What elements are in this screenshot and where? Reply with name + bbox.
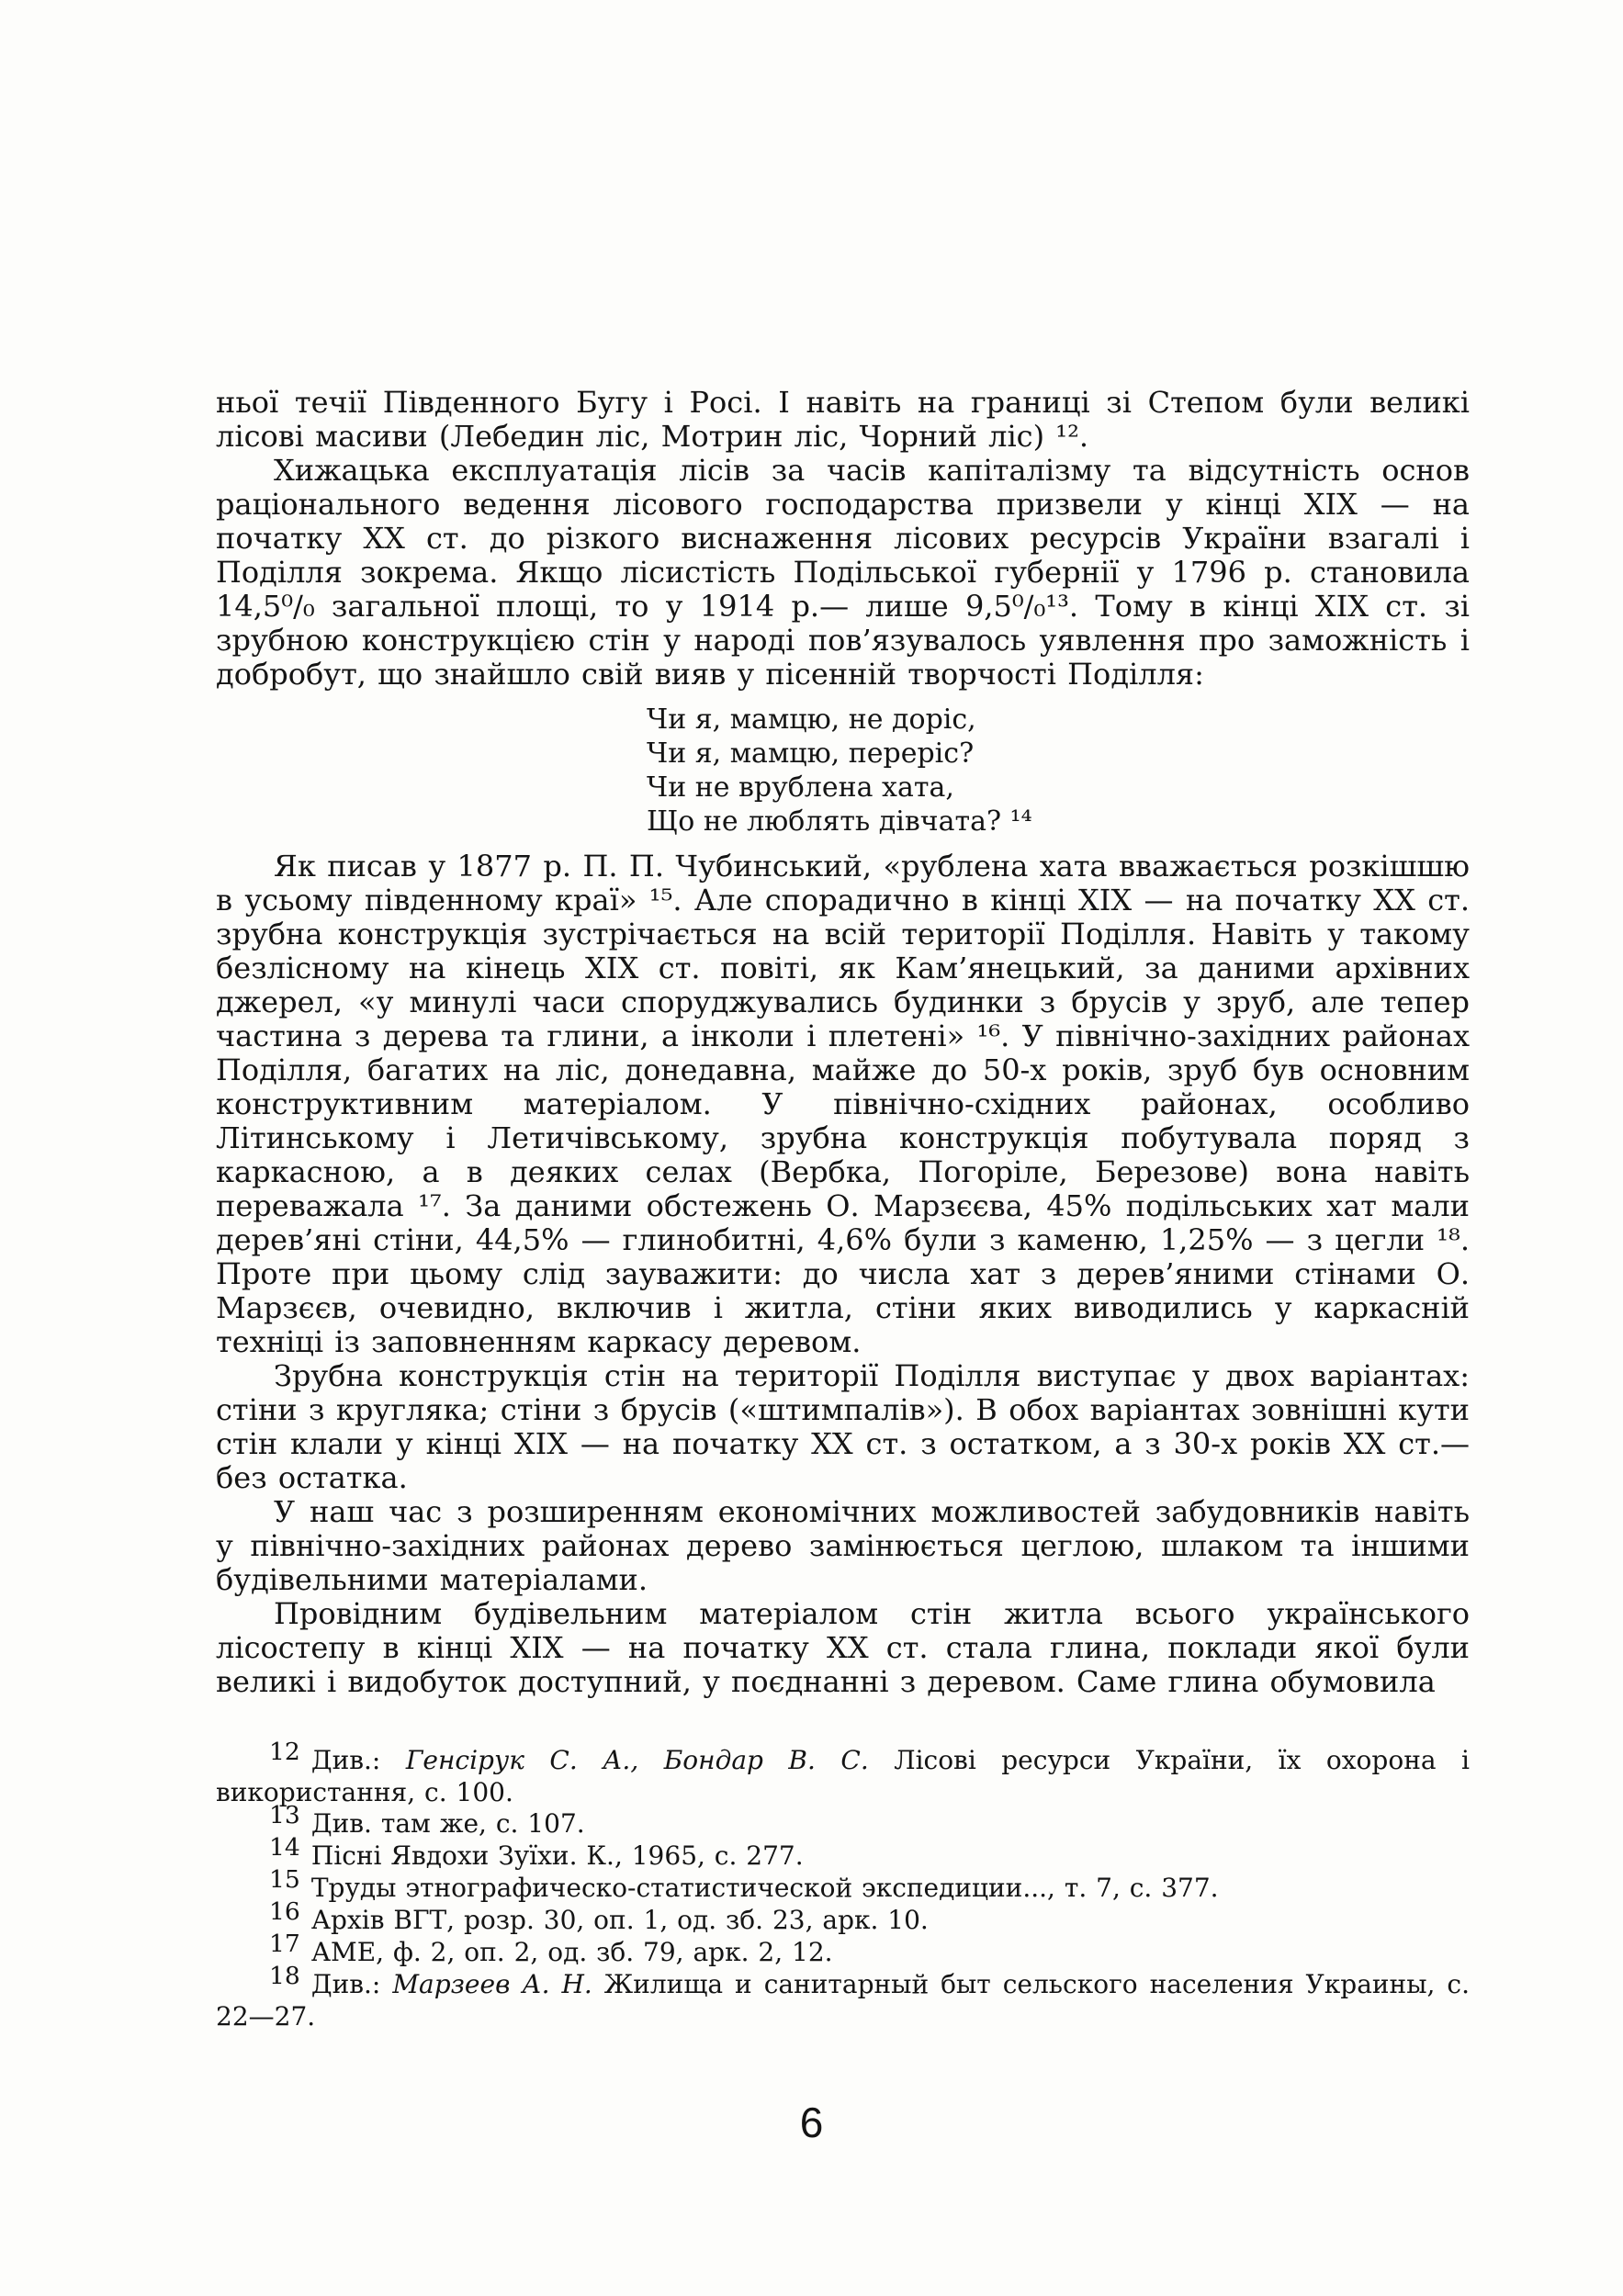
footnote (216, 1832, 1470, 1873)
footnote-text: Архів ВГТ, розр. 30, оп. 1, од. зб. 23, арк. 10. (310, 1905, 929, 1935)
verse-line: Що не люблять дівчата? ¹⁴ (647, 805, 1032, 838)
footnote-marker: 18 (269, 1961, 300, 1990)
body-paragraph: Провідним будівельним матеріалом стін житла всього українського лісостепу в кінці XIX — на початку XX ст. стала глина, поклади якої були великі і видобуток доступний, у поєднанні з деревом. Саме глина обумовила (216, 1596, 1470, 1699)
footnote-marker: 13 (269, 1800, 300, 1829)
footnote-text: Труды этнографическо-статистической экспедиции..., т. 7, с. 377. (310, 1873, 1219, 1903)
footnote (216, 1800, 1470, 1840)
footnote-marker: 16 (269, 1896, 300, 1926)
body-text (216, 386, 1470, 1699)
footnote (216, 1929, 1470, 1969)
footnotes (216, 1737, 1470, 2032)
footnote (216, 1896, 1470, 1937)
body-paragraph: ньої течії Південного Бугу і Росі. І навіть на границі зі Степом були великі лісові масиви (Лебедин ліс, Мотрин ліс, Чорний ліс) ¹². (216, 385, 1470, 454)
footnote-text: АМЕ, ф. 2, оп. 2, од. зб. 79, арк. 2, 12. (310, 1937, 833, 1967)
verse-quote (647, 703, 1470, 838)
footnote-text: Див.: Генсірук С. А., Бондар В. С. Лісові ресурси України, їх охорона і використання, с. 100. (216, 1745, 1470, 1807)
footnote-marker: 14 (269, 1832, 300, 1862)
body-paragraph: Зрубна конструкція стін на території Поділля виступає у двох варіантах: стіни з кругляка; стіни з брусів («штимпалів»). В обох варіантах зовнішні кути стін клали у кінці XIX — на початку XX ст. з остатком, а з 30-х років XX ст.— без остатка. (216, 1358, 1470, 1495)
footnote-text: Пісні Явдохи Зуїхи. К., 1965, с. 277. (310, 1840, 804, 1871)
verse-line: Чи я, мамцю, не доріс, (647, 703, 976, 736)
footnote (216, 1864, 1470, 1905)
footnote-text: Див.: Марзеев А. Н. Жилища и санитарный быт сельского населения Украины, с. 22—27. (216, 1969, 1470, 2032)
footnote-marker: 12 (269, 1737, 300, 1766)
footnote-marker: 17 (269, 1929, 300, 1958)
verse-line: Чи не врублена хата, (647, 771, 954, 804)
footnote (216, 1737, 1470, 1808)
body-paragraph: У наш час з розширенням економічних можливостей забудовників навіть у північно-західних районах дерево замінюється цеглою, шлаком та іншими будівельними матеріалами. (216, 1494, 1470, 1597)
page-number: 6 (799, 2099, 824, 2146)
footnote-text: Див. там же, с. 107. (310, 1808, 585, 1839)
body-paragraph: Хижацька експлуатація лісів за часів капіталізму та відсутність основ раціонального ведення лісового господарства призвели у кінці XIX — на початку XX ст. до різкого виснаження лісових ресурсів України взагалі і Поділля зокрема. Якщо лісистість Подільської губернії у 1796 р. становила 14,5⁰/₀ загальної площі, то у 1914 р.— лише 9,5⁰/₀¹³. Тому в кінці XIX ст. зі зрубною конструкцією стін у народі пов’язувалось уявлення про заможність і добробут, що знайшло свій вияв у пісенній творчості Поділля: (216, 453, 1470, 692)
verse-line: Чи я, мамцю, переріс? (647, 737, 975, 770)
footnote (216, 1961, 1470, 2032)
body-paragraph: Як писав у 1877 р. П. П. Чубинський, «рублена хата вважається розкішшю в усьому південному краї» ¹⁵. Але спорадично в кінці XIX — на початку XX ст. зрубна конструкція зустрічається на всій території Поділля. Навіть у такому безлісному на кінець XIX ст. повіті, як Кам’янецький, за даними архівних джерел, «у минулі часи споруджувались будинки з брусів у зруб, але тепер частина з дерева та глини, а інколи і плетені» ¹⁶. У північно-західних районах Поділля, багатих на ліс, донедавна, майже до 50-х років, зруб був основним конструктивним матеріалом. У північно-східних районах, особливо Літинському і Летичівському, зрубна конструкція побутувала поряд з каркасною, а в деяких селах (Вербка, Погоріле, Березове) вона навіть переважала ¹⁷. За даними обстежень О. Марзєєва, 45% подільських хат мали дерев’яні стіни, 44,5% — глинобитні, 4,6% були з каменю, 1,25% — з цегли ¹⁸. Проте при цьому слід зауважити: до числа хат з дерев’яними стінами О. Марзєєв, очевидно, включив і житла, стіни яких виводились у каркасній техніці із заповненням каркасу деревом. (216, 849, 1470, 1359)
footnote-marker: 15 (269, 1864, 300, 1894)
